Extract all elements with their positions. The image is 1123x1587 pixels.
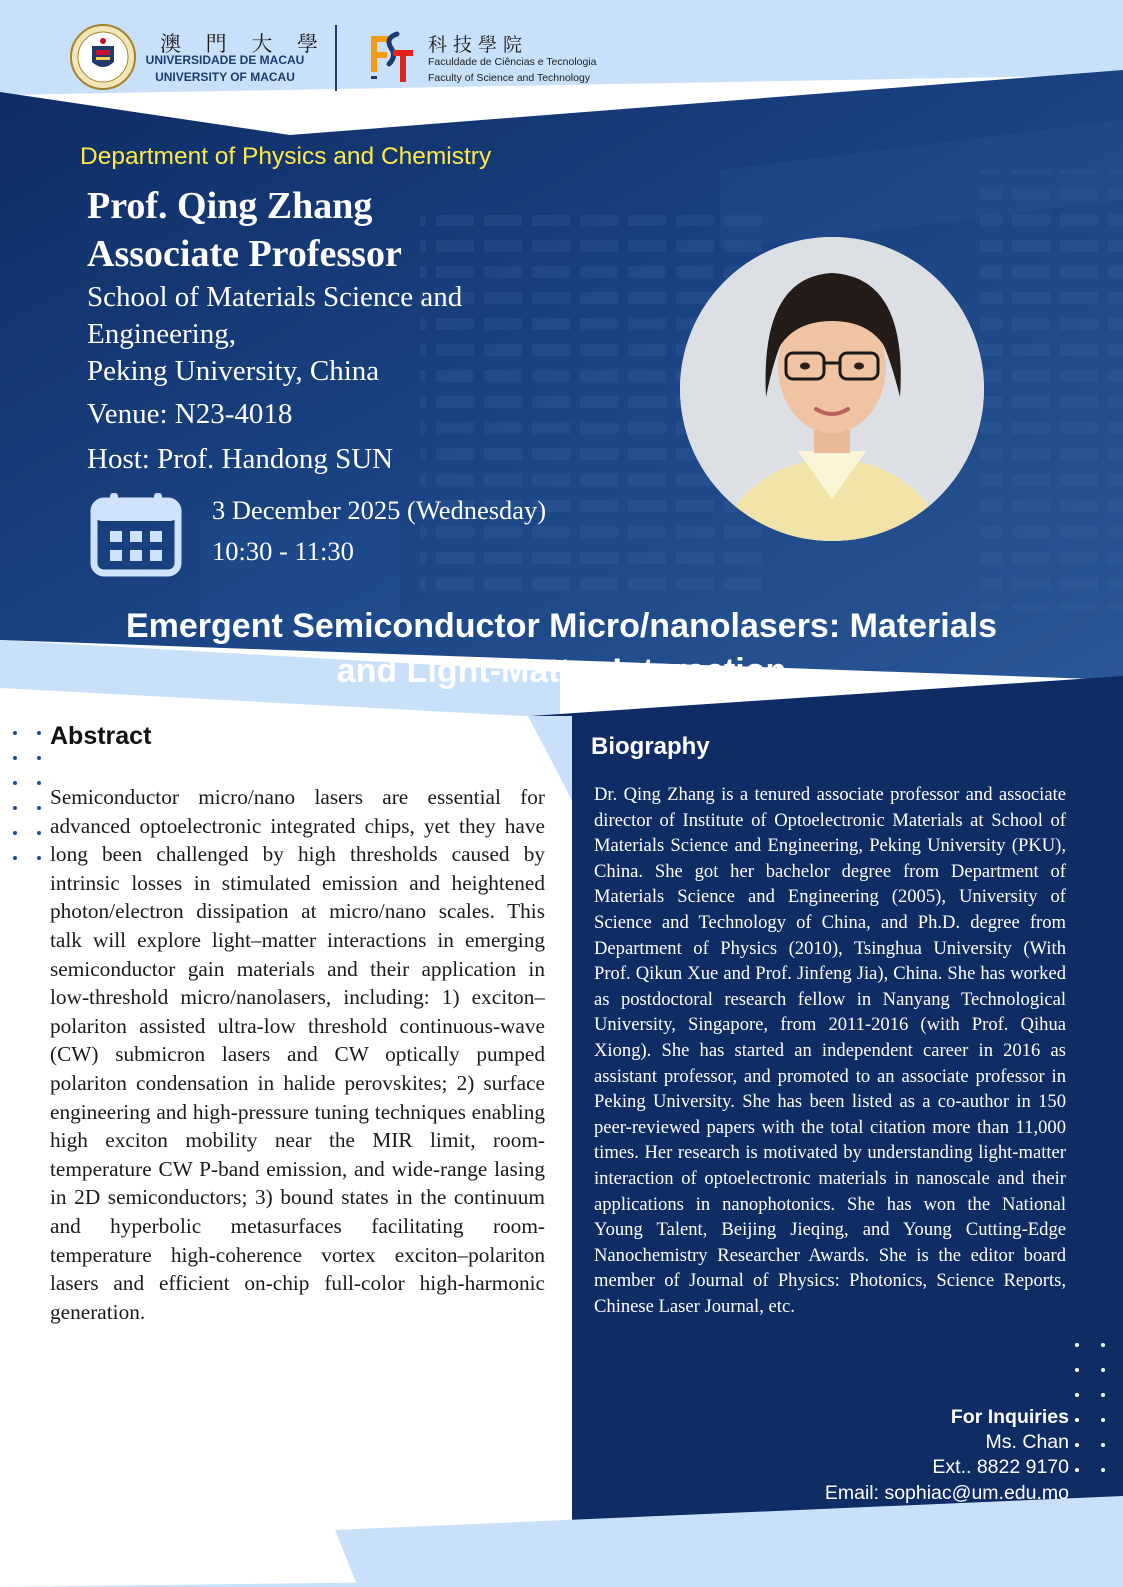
event-time: 10:30 - 11:30	[212, 536, 354, 566]
calendar-icon	[90, 491, 182, 577]
speaker-portrait-illustration	[680, 237, 984, 541]
biography-heading: Biography	[591, 733, 710, 760]
venue: Venue: N23-4018	[87, 398, 293, 430]
um-name-portuguese: UNIVERSIDADE DE MACAU	[145, 53, 305, 67]
speaker-name: Prof. Qing Zhang	[87, 185, 373, 227]
speaker-affiliation	[87, 279, 557, 390]
affiliation-line: Peking University, China	[87, 355, 380, 387]
decorative-dots-right	[1074, 1342, 1108, 1481]
host: Host: Prof. Handong SUN	[87, 443, 394, 475]
inquiries-contact-name: Ms. Chan	[985, 1431, 1069, 1453]
event-date: 3 December 2025 (Wednesday)	[212, 495, 547, 525]
talk-title	[60, 604, 1063, 694]
speaker-title: Associate Professor	[87, 233, 402, 275]
department-name: Department of Physics and Chemistry	[80, 143, 492, 170]
inquiries-heading: For Inquiries	[950, 1406, 1069, 1428]
abstract-heading: Abstract	[50, 722, 152, 750]
dot-pattern-left	[12, 730, 46, 864]
fst-name-english: Faculty of Science and Technology	[428, 72, 591, 84]
inquiries-extension: Ext.. 8822 9170	[932, 1456, 1069, 1478]
inquiries-email[interactable]: Email: sophiac@um.edu.mo	[824, 1482, 1069, 1504]
decorative-dots-left	[12, 730, 46, 869]
talk-title-line: and Light-Matter Interaction	[336, 652, 787, 690]
dot-pattern-right	[1074, 1342, 1108, 1476]
header-divider	[335, 25, 337, 91]
fst-chinese-name: 科技學院	[428, 34, 529, 56]
um-name-english: UNIVERSITY OF MACAU	[155, 70, 295, 84]
affiliation-line: School of Materials Science and	[87, 281, 463, 313]
abstract-text: Semiconductor micro/nano lasers are essential for advanced optoelectronic integrated chips, yet they have long been challenged by high thresholds caused by intrinsic losses in stimulated emission and heightened photon/electron dissipation at micro/nano scales. This talk will explore light–matter interactions in emerging semiconductor gain materials and their application in low-threshold micro/nanolasers, including: 1) exciton–polariton assisted ultra-low threshold continuous-wave (CW) submicron lasers and CW optically pumped polariton condensation in halide perovskites; 2) surface engineering and high-pressure tuning techniques enabling high exciton mobility near the MIR limit, room-temperature CW P-band emission, and wide-range lasing in 2D semiconductors; 3) bound states in the continuum and hyperbolic metasurfaces facilitating room-temperature high-coherence vortex exciton–polariton lasers and efficient on-chip full-color high-harmonic generation.	[50, 785, 545, 1324]
biography-text: Dr. Qing Zhang is a tenured associate professor and associate director of Institute of Optoelectronic Materials at School of Materials Science and Engineering, Peking University (PKU), China. She got her bachelor degree from Department of Materials Science and Engineering (2005), University of Science and Technology of China, and Ph.D. degree from Department of Physics (2010), Tsinghua University (With Prof. Qikun Xue and Prof. Jinfeng Jia), China. She has worked as postdoctoral research fellow in Nanyang Technological University, Singapore, from 2011-2016 (with Prof. Qihua Xiong). She has started an independent career in 2016 as assistant professor, and promoted to an associate professor in Peking University. She has been listed as a co-author in 150 peer-reviewed papers with the total citation more than 11,000 times. Her research is motivated by understanding light-matter interaction of optoelectronic materials in nanoscale and their applications in nanophotonics. She has won the National Young Talent, Beijing Jieqing, and Young Cutting-Edge Nanochemistry Researcher Awards. She is the editor board member of Journal of Physics: Photonics, Science Reports, Chinese Laser Journal, etc.	[594, 784, 1066, 1317]
fst-logo-icon	[367, 30, 415, 86]
university-of-macau-seal-icon	[70, 24, 136, 90]
talk-title-line: Emergent Semiconductor Micro/nanolasers: Materials	[125, 607, 998, 645]
speaker-portrait	[680, 237, 984, 541]
um-chinese-name: 澳 門 大 學	[160, 32, 328, 56]
affiliation-line: Engineering,	[87, 318, 236, 350]
fst-name-portuguese: Faculdade de Ciências e Tecnologia	[428, 56, 597, 68]
